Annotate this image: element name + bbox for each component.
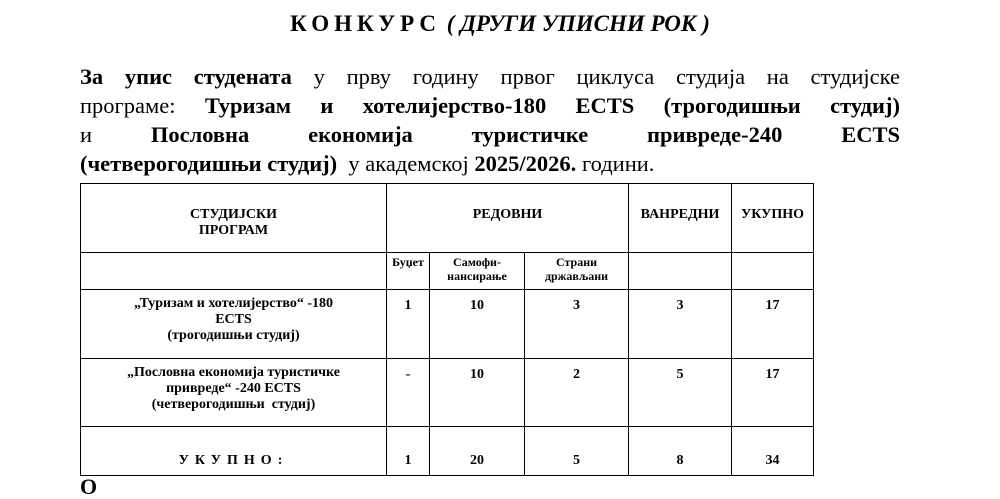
header-part-time-label: ВАНРЕДНИ	[640, 207, 720, 222]
header-regular	[387, 184, 629, 253]
header-program	[81, 184, 387, 253]
subheader-foreign-line2: држављани	[544, 269, 609, 283]
intro-line-4	[80, 149, 900, 178]
row-2-program-line1: „Пословна економија туристичке	[127, 365, 340, 380]
document-title	[0, 10, 1000, 38]
header-program-line1: СТУДИЈСКИ	[190, 207, 277, 222]
subheader-foreign	[525, 253, 629, 290]
subheader-empty-3	[732, 253, 814, 290]
intro-bold-start: За упис студената	[80, 64, 292, 89]
row-2-program-line3: (четверогодишњи студиј)	[151, 397, 316, 412]
row-2-self-financed: 10	[430, 359, 525, 427]
row-2-program-line2: привреде“ -240 ECTS	[166, 381, 301, 396]
totals-self-financed: 20	[430, 427, 525, 476]
totals-part-time: 8	[629, 427, 732, 476]
row-2-program	[81, 359, 387, 427]
subheader-self-line2: нансирање	[447, 269, 507, 283]
intro-text-1: у прву годину првог циклуса студија на студијске	[313, 64, 900, 89]
subheader-empty-2	[629, 253, 732, 290]
cut-off-text: О	[80, 474, 98, 499]
table-row	[81, 359, 814, 427]
table-totals-row	[81, 427, 814, 476]
row-1-budget: 1	[387, 290, 430, 359]
row-1-foreign: 3	[525, 290, 629, 359]
row-2-foreign: 2	[525, 359, 629, 427]
header-program-line2: ПРОГРАМ	[198, 223, 269, 238]
header-regular-label: РЕДОВНИ	[472, 207, 543, 222]
header-total-label: УКУПНО	[740, 207, 805, 222]
program-2-name: Пословна економија туристичке привреде-240 ECTS	[150, 122, 900, 147]
row-1-program-line2: ECTS	[215, 312, 252, 327]
intro-line-3	[80, 120, 900, 149]
subheader-budget	[387, 253, 430, 290]
subheader-self-line1: Самофи-	[453, 255, 501, 269]
totals-budget: 1	[387, 427, 430, 476]
row-2-total: 17	[732, 359, 814, 427]
totals-foreign: 5	[525, 427, 629, 476]
row-1-total: 17	[732, 290, 814, 359]
row-1-self-financed: 10	[430, 290, 525, 359]
intro-text-3: и	[80, 122, 93, 147]
intro-line-1	[80, 62, 900, 91]
row-1-part-time: 3	[629, 290, 732, 359]
subheader-empty	[81, 253, 387, 290]
row-1-program-line1: „Туризам и хотелијерство“ -180	[134, 296, 333, 311]
intro-paragraph	[80, 62, 900, 178]
title-main: КОНКУРС	[290, 11, 442, 36]
row-2-part-time: 5	[629, 359, 732, 427]
intro-text-5: години.	[581, 151, 655, 176]
table-row	[81, 290, 814, 359]
intro-text-4: у академској	[337, 151, 469, 176]
totals-label-text: УКУПНО:	[178, 453, 289, 468]
row-2-budget: -	[387, 359, 430, 427]
totals-label	[81, 427, 387, 476]
academic-year: 2025/2026.	[474, 151, 577, 176]
intro-line-2	[80, 91, 900, 120]
header-total	[732, 184, 814, 253]
title-subtitle: ( ДРУГИ УПИСНИ РОК )	[446, 11, 710, 36]
program-1-name: Туризам и хотелијерство-180 ECTS (трогодишњи студиј)	[204, 93, 900, 118]
enrollment-table	[80, 183, 814, 476]
table-header-row	[81, 184, 814, 253]
table-subheader-row	[81, 253, 814, 290]
header-part-time	[629, 184, 732, 253]
totals-total: 34	[732, 427, 814, 476]
subheader-foreign-line1: Страни	[555, 255, 598, 269]
subheader-budget-label: Буџет	[392, 255, 424, 269]
row-1-program	[81, 290, 387, 359]
row-1-program-line3: (трогодишњи студиј)	[167, 328, 300, 343]
intro-text-2: програме:	[80, 93, 176, 118]
program-2-duration: (четверогодишњи студиј)	[80, 151, 338, 176]
subheader-self-financed	[430, 253, 525, 290]
